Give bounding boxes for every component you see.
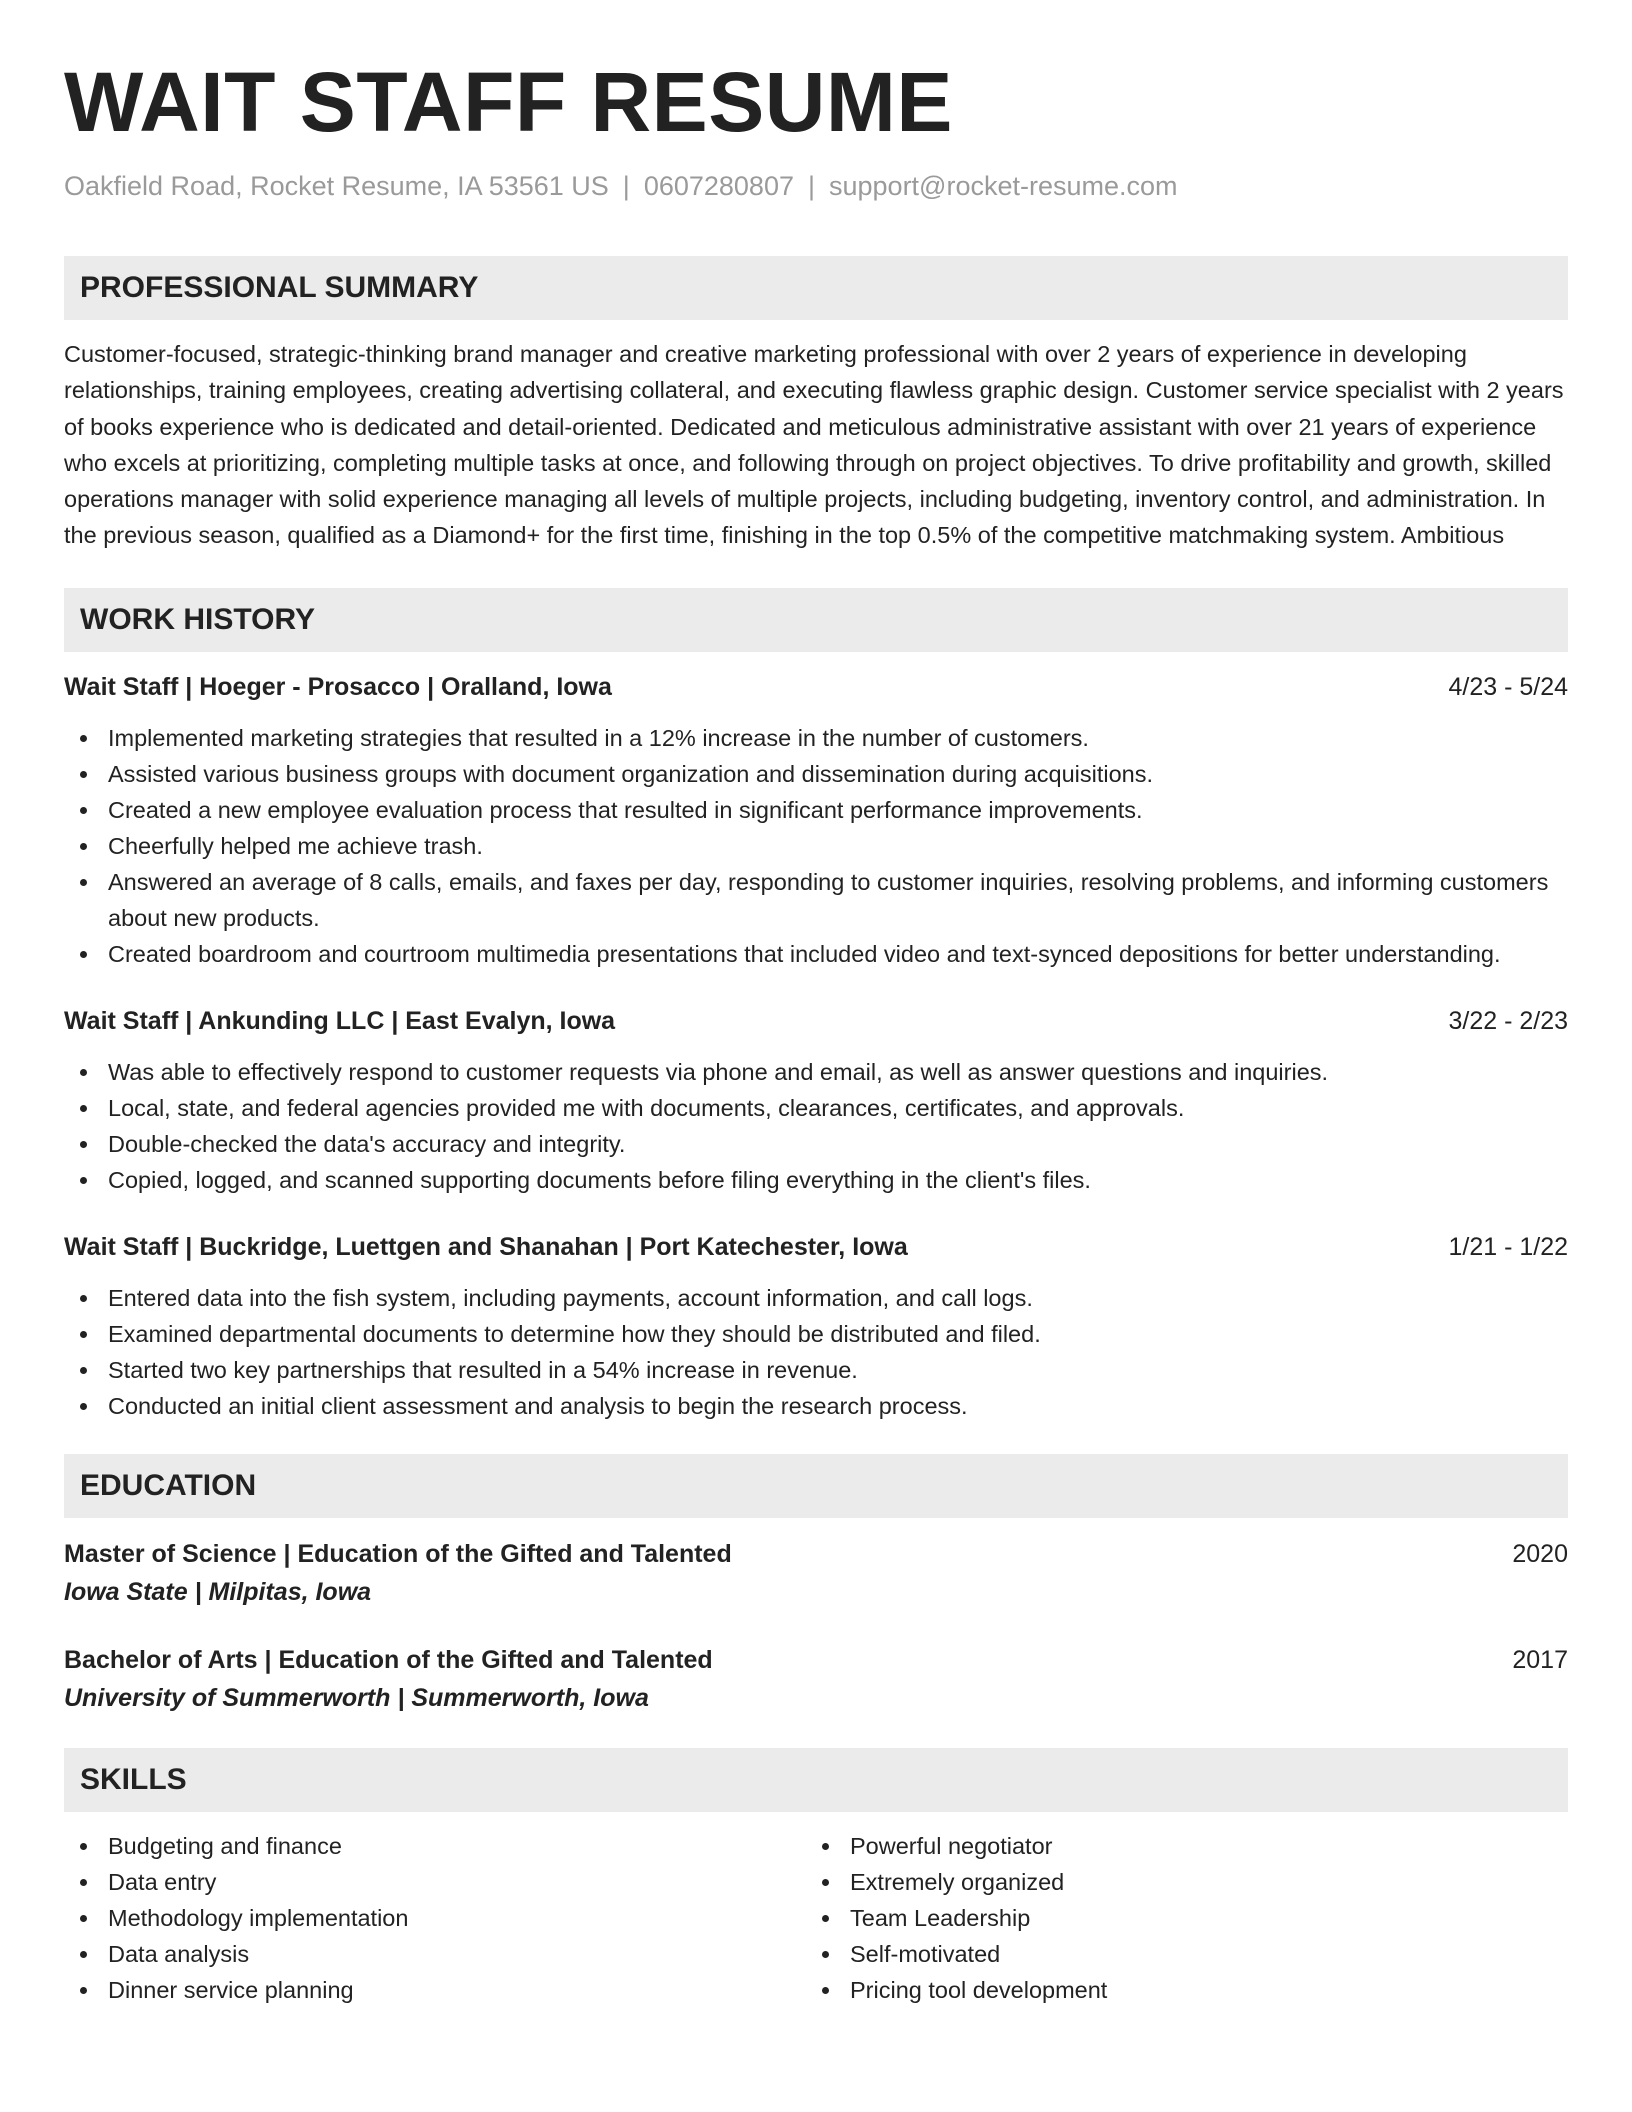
job-bullet: Copied, logged, and scanned supporting documents before filing everything in the client's files. xyxy=(64,1162,1568,1198)
skill-item: Data analysis xyxy=(64,1936,806,1972)
skill-item: Budgeting and finance xyxy=(64,1828,806,1864)
section-title: EDUCATION xyxy=(80,1468,257,1502)
education-entry xyxy=(64,1642,1568,1718)
skill-item: Data entry xyxy=(64,1864,806,1900)
skill-item: Dinner service planning xyxy=(64,1972,806,2008)
job-bullet: Created a new employee evaluation process that resulted in significant performance improvements. xyxy=(64,792,1568,828)
skill-item: Self-motivated xyxy=(806,1936,1548,1972)
contact-phone: 0607280807 xyxy=(643,171,794,201)
job-header xyxy=(64,670,1568,704)
section-header-skills xyxy=(64,1748,1568,1812)
education-year: 2020 xyxy=(1512,1539,1568,1568)
skills-list-left xyxy=(64,1828,806,2008)
job-bullet: Examined departmental documents to determine how they should be distributed and filed. xyxy=(64,1316,1568,1352)
section-header-work-history xyxy=(64,588,1568,652)
job-title: Wait Staff | Hoeger - Prosacco | Oralland, Iowa xyxy=(64,672,612,701)
education-degree: Bachelor of Arts | Education of the Gifted and Talented xyxy=(64,1645,713,1674)
job-title: Wait Staff | Ankunding LLC | East Evalyn, Iowa xyxy=(64,1006,616,1035)
job-bullet-list xyxy=(64,1280,1568,1424)
contact-line xyxy=(64,168,1568,204)
education-school: University of Summerworth | Summerworth, Iowa xyxy=(64,1683,649,1712)
resume-title: WAIT STAFF RESUME xyxy=(64,55,953,149)
job-bullet: Assisted various business groups with document organization and dissemination during acquisitions. xyxy=(64,756,1568,792)
job-dates: 4/23 - 5/24 xyxy=(1448,672,1568,701)
summary-text: Customer-focused, strategic-thinking brand manager and creative marketing professional with over 2 years of experience in developing relationships, training employees, creating advertising collateral, and executing flawless graphic design. Customer service specialist with 2 years of books experience who is dedicated and detail-oriented. Dedicated and meticulous administrative assistant with over 21 years of experience who excels at prioritizing, completing multiple tasks at once, and following through on project objectives. To drive profitability and growth, skilled operations manager with solid experience managing all levels of multiple projects, including budgeting, inventory control, and administration. In the previous season, qualified as a Diamond+ for the first time, finishing in the top 0.5% of the competitive matchmaking system. Ambitious xyxy=(64,341,1564,549)
skills-list-right xyxy=(806,1828,1548,2008)
skill-item: Powerful negotiator xyxy=(806,1828,1548,1864)
education-header xyxy=(64,1536,1568,1572)
job-bullet: Was able to effectively respond to customer requests via phone and email, as well as answer questions and inquiries. xyxy=(64,1054,1568,1090)
job-dates: 3/22 - 2/23 xyxy=(1448,1006,1568,1035)
job-header xyxy=(64,1230,1568,1264)
contact-email: support@rocket-resume.com xyxy=(829,171,1178,201)
job-bullet: Conducted an initial client assessment and analysis to begin the research process. xyxy=(64,1388,1568,1424)
job-bullet: Entered data into the fish system, including payments, account information, and call logs. xyxy=(64,1280,1568,1316)
education-degree: Master of Science | Education of the Gifted and Talented xyxy=(64,1539,732,1568)
section-title: WORK HISTORY xyxy=(80,602,316,636)
contact-separator: | xyxy=(807,171,815,201)
skills-columns xyxy=(64,1828,1568,2008)
job-bullet: Local, state, and federal agencies provided me with documents, clearances, certificates, and approvals. xyxy=(64,1090,1568,1126)
job-entry xyxy=(64,1230,1568,1424)
contact-separator: | xyxy=(622,171,630,201)
job-bullet: Created boardroom and courtroom multimedia presentations that included video and text-synced depositions for better understanding. xyxy=(64,936,1568,972)
education-year: 2017 xyxy=(1512,1645,1568,1674)
job-bullet: Cheerfully helped me achieve trash. xyxy=(64,828,1568,864)
job-bullet: Answered an average of 8 calls, emails, and faxes per day, responding to customer inquiries, resolving problems, and informing customers about new products. xyxy=(64,864,1568,936)
job-bullet: Started two key partnerships that resulted in a 54% increase in revenue. xyxy=(64,1352,1568,1388)
section-header-summary xyxy=(64,256,1568,320)
skill-item: Extremely organized xyxy=(806,1864,1548,1900)
job-bullet: Double-checked the data's accuracy and integrity. xyxy=(64,1126,1568,1162)
contact-address: Oakfield Road, Rocket Resume, IA 53561 US xyxy=(64,171,609,201)
section-title: PROFESSIONAL SUMMARY xyxy=(80,271,479,304)
job-bullet-list xyxy=(64,720,1568,972)
skill-item: Team Leadership xyxy=(806,1900,1548,1936)
education-entry xyxy=(64,1536,1568,1612)
skill-item: Methodology implementation xyxy=(64,1900,806,1936)
job-title: Wait Staff | Buckridge, Luettgen and Shanahan | Port Katechester, Iowa xyxy=(64,1232,908,1261)
job-entry xyxy=(64,1004,1568,1198)
section-title: SKILLS xyxy=(80,1762,187,1796)
job-bullet-list xyxy=(64,1054,1568,1198)
section-header-education xyxy=(64,1454,1568,1518)
job-header xyxy=(64,1004,1568,1038)
education-header xyxy=(64,1642,1568,1678)
job-dates: 1/21 - 1/22 xyxy=(1448,1232,1568,1261)
job-bullet: Implemented marketing strategies that resulted in a 12% increase in the number of customers. xyxy=(64,720,1568,756)
job-entry xyxy=(64,670,1568,972)
skill-item: Pricing tool development xyxy=(806,1972,1548,2008)
education-school: Iowa State | Milpitas, Iowa xyxy=(64,1577,372,1606)
